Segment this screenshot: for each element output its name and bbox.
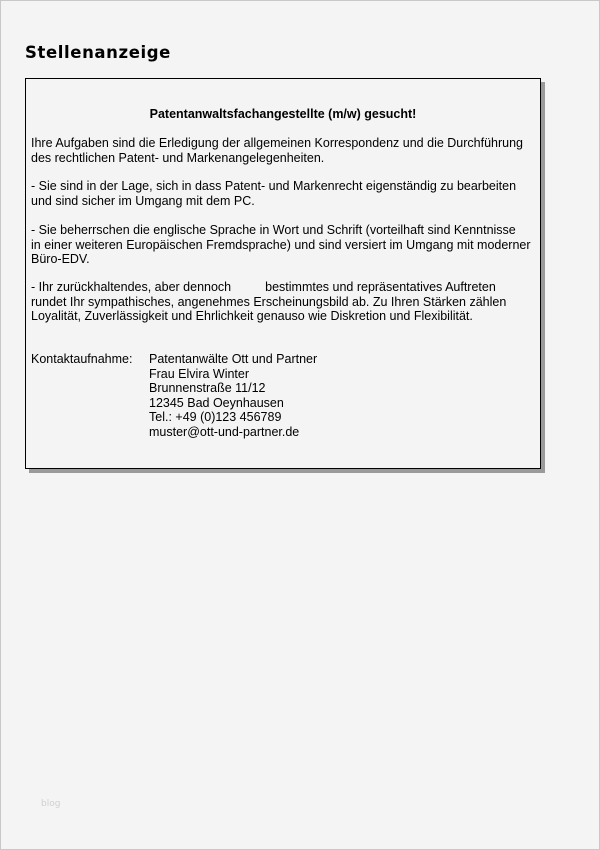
- requirement-3-line-1-part-2: bestimmtes und repräsentatives Auftreten: [265, 280, 496, 294]
- contact-person: Frau Elvira Winter: [149, 366, 250, 381]
- requirement-3-line-1-part-1: - Ihr zurückhaltendes, aber dennoch: [31, 280, 232, 294]
- duties-line-2: des rechtlichen Patent- und Markenangelegenheiten.: [31, 150, 325, 165]
- requirement-3-line-3: Loyalität, Zuverlässigkeit und Ehrlichkeit genauso wie Diskretion und Flexibilität.: [31, 309, 473, 323]
- requirement-3-line-2: rundet Ihr sympathisches, angenehmes Erscheinungsbild ab. Zu Ihren Stärken zählen: [31, 294, 507, 309]
- contact-street: Brunnenstraße 11/12: [149, 381, 266, 395]
- contact-email: muster@ott-und-partner.de: [149, 424, 300, 439]
- requirement-2-line-2: in einer weiteren Europäischen Fremdsprache) und sind versiert im Umgang mit moderner: [31, 237, 531, 252]
- contact-company: Patentanwälte Ott und Partner: [149, 352, 318, 366]
- job-ad-title: Patentanwaltsfachangestellte (m/w) gesucht!: [149, 107, 417, 121]
- job-ad-box: [25, 78, 541, 469]
- watermark-text: blog: [41, 799, 61, 809]
- requirement-paragraph-2: [31, 223, 541, 267]
- contact-phone: Tel.: +49 (0)123 456789: [149, 410, 282, 424]
- requirement-2-line-1: - Sie beherrschen die englische Sprache in Wort und Schrift (vorteilhaft sind Kenntnisse: [31, 223, 516, 237]
- duties-line-1: Ihre Aufgaben sind die Erledigung der allgemeinen Korrespondenz und die Durchführung: [31, 136, 524, 150]
- requirement-paragraph-3: [31, 280, 541, 324]
- duties-paragraph: [31, 136, 541, 165]
- requirement-1-line-2: und sind sicher im Umgang mit dem PC.: [31, 193, 255, 208]
- requirement-2-line-3: Büro-EDV.: [31, 252, 90, 266]
- requirement-paragraph-1: [31, 179, 541, 208]
- contact-label: Kontaktaufnahme:: [31, 352, 133, 366]
- contact-city: 12345 Bad Oeynhausen: [149, 395, 284, 410]
- page-heading: Stellenanzeige: [25, 43, 171, 62]
- requirement-1-line-1: - Sie sind in der Lage, sich in dass Patent- und Markenrecht eigenständig zu bearbeiten: [31, 179, 517, 193]
- requirement-3-line-1: [31, 280, 541, 295]
- contact-address: [149, 352, 317, 439]
